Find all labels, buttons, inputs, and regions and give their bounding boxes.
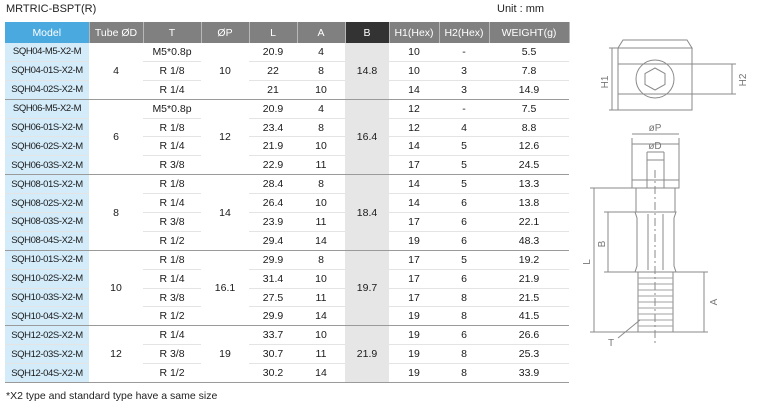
model-cell: SQH12-02S-X2-M [5, 326, 89, 345]
l-cell: 28.4 [249, 175, 297, 194]
h1-cell: 14 [389, 137, 439, 156]
l-cell: 30.2 [249, 364, 297, 383]
label-t: T [607, 338, 615, 349]
a-cell: 8 [297, 61, 345, 80]
h1-cell: 17 [389, 156, 439, 175]
header-model: Model [5, 22, 89, 43]
footnote: *X2 type and standard type have a same size [6, 390, 218, 402]
h1-cell: 19 [389, 307, 439, 326]
p-cell: 12 [201, 99, 249, 175]
h2-cell: - [439, 99, 489, 118]
model-cell: SQH06-02S-X2-M [5, 137, 89, 156]
label-b: B [597, 240, 608, 248]
thread-cell: R 1/4 [143, 326, 201, 345]
table-row [5, 99, 569, 118]
weight-cell: 7.8 [489, 61, 569, 80]
thread-cell: R 3/8 [143, 345, 201, 364]
weight-cell: 8.8 [489, 118, 569, 137]
l-cell: 31.4 [249, 269, 297, 288]
l-cell: 20.9 [249, 99, 297, 118]
l-cell: 29.9 [249, 250, 297, 269]
weight-cell: 21.5 [489, 288, 569, 307]
weight-cell: 5.5 [489, 43, 569, 61]
header-tube-od: Tube ØD [89, 22, 143, 43]
h1-cell: 14 [389, 194, 439, 213]
weight-cell: 7.5 [489, 99, 569, 118]
h1-cell: 17 [389, 250, 439, 269]
a-cell: 10 [297, 326, 345, 345]
thread-cell: R 1/8 [143, 61, 201, 80]
model-cell: SQH12-04S-X2-M [5, 364, 89, 383]
model-cell: SQH08-04S-X2-M [5, 231, 89, 250]
h1-cell: 17 [389, 269, 439, 288]
h1-cell: 12 [389, 99, 439, 118]
weight-cell: 19.2 [489, 250, 569, 269]
a-cell: 11 [297, 345, 345, 364]
a-cell: 11 [297, 213, 345, 232]
a-cell: 4 [297, 99, 345, 118]
weight-cell: 13.8 [489, 194, 569, 213]
thread-cell: R 1/8 [143, 250, 201, 269]
table-row [5, 175, 569, 194]
l-cell: 26.4 [249, 194, 297, 213]
weight-cell: 12.6 [489, 137, 569, 156]
h2-cell: 6 [439, 213, 489, 232]
thread-cell: R 3/8 [143, 288, 201, 307]
p-cell: 16.1 [201, 250, 249, 326]
h2-cell: 5 [439, 137, 489, 156]
h1-cell: 19 [389, 345, 439, 364]
h2-cell: 5 [439, 250, 489, 269]
l-cell: 23.4 [249, 118, 297, 137]
thread-cell: R 3/8 [143, 213, 201, 232]
h2-cell: 8 [439, 364, 489, 383]
weight-cell: 26.6 [489, 326, 569, 345]
model-cell: SQH10-04S-X2-M [5, 307, 89, 326]
h1-cell: 14 [389, 80, 439, 99]
h2-cell: 3 [439, 61, 489, 80]
thread-cell: R 1/8 [143, 175, 201, 194]
label-h1: H1 [600, 75, 611, 89]
a-cell: 10 [297, 194, 345, 213]
h2-cell: 6 [439, 194, 489, 213]
model-cell: SQH06-01S-X2-M [5, 118, 89, 137]
h2-cell: 8 [439, 288, 489, 307]
a-cell: 10 [297, 80, 345, 99]
thread-cell: R 1/2 [143, 364, 201, 383]
l-cell: 22 [249, 61, 297, 80]
a-cell: 8 [297, 118, 345, 137]
header-weight: WEIGHT(g) [489, 22, 569, 43]
p-cell: 14 [201, 175, 249, 251]
tube-od-cell: 12 [89, 326, 143, 383]
header-t: T [143, 22, 201, 43]
a-cell: 14 [297, 307, 345, 326]
model-cell: SQH04-02S-X2-M [5, 80, 89, 99]
table-title: MRTRIC-BSPT(R) [6, 3, 97, 15]
h1-cell: 14 [389, 175, 439, 194]
thread-cell: M5*0.8p [143, 99, 201, 118]
a-cell: 11 [297, 288, 345, 307]
label-h2: H2 [738, 73, 749, 87]
l-cell: 23.9 [249, 213, 297, 232]
l-cell: 22.9 [249, 156, 297, 175]
weight-cell: 14.9 [489, 80, 569, 99]
weight-cell: 33.9 [489, 364, 569, 383]
a-cell: 10 [297, 269, 345, 288]
label-p: øP [648, 123, 662, 134]
header-row [5, 22, 569, 43]
a-cell: 8 [297, 250, 345, 269]
tube-od-cell: 4 [89, 43, 143, 99]
model-cell: SQH10-01S-X2-M [5, 250, 89, 269]
b-cell: 14.8 [345, 43, 389, 99]
model-cell: SQH08-02S-X2-M [5, 194, 89, 213]
model-cell: SQH06-M5-X2-M [5, 99, 89, 118]
model-cell: SQH08-03S-X2-M [5, 213, 89, 232]
model-cell: SQH12-03S-X2-M [5, 345, 89, 364]
l-cell: 29.4 [249, 231, 297, 250]
h1-cell: 17 [389, 288, 439, 307]
a-cell: 11 [297, 156, 345, 175]
p-cell: 19 [201, 326, 249, 383]
a-cell: 14 [297, 231, 345, 250]
weight-cell: 22.1 [489, 213, 569, 232]
weight-cell: 21.9 [489, 269, 569, 288]
model-cell: SQH08-01S-X2-M [5, 175, 89, 194]
tube-od-cell: 6 [89, 99, 143, 175]
fitting-drawing [578, 20, 754, 360]
thread-cell: R 1/4 [143, 80, 201, 99]
weight-cell: 13.3 [489, 175, 569, 194]
weight-cell: 24.5 [489, 156, 569, 175]
table-row [5, 43, 569, 61]
h2-cell: 5 [439, 156, 489, 175]
l-cell: 30.7 [249, 345, 297, 364]
table-row [5, 250, 569, 269]
h1-cell: 10 [389, 43, 439, 61]
h2-cell: 4 [439, 118, 489, 137]
header-h1: H1(Hex) [389, 22, 439, 43]
h2-cell: 6 [439, 269, 489, 288]
header-p: ØP [201, 22, 249, 43]
b-cell: 19.7 [345, 250, 389, 326]
a-cell: 4 [297, 43, 345, 61]
model-cell: SQH10-03S-X2-M [5, 288, 89, 307]
h1-cell: 17 [389, 213, 439, 232]
thread-cell: R 1/8 [143, 118, 201, 137]
weight-cell: 41.5 [489, 307, 569, 326]
l-cell: 21 [249, 80, 297, 99]
h2-cell: 8 [439, 345, 489, 364]
table-row [5, 326, 569, 345]
h2-cell: 6 [439, 326, 489, 345]
label-a: A [709, 298, 720, 306]
a-cell: 14 [297, 364, 345, 383]
h1-cell: 19 [389, 231, 439, 250]
p-cell: 10 [201, 43, 249, 99]
model-cell: SQH04-M5-X2-M [5, 43, 89, 61]
thread-cell: R 3/8 [143, 156, 201, 175]
header-h2: H2(Hex) [439, 22, 489, 43]
h1-cell: 19 [389, 326, 439, 345]
unit-label: Unit : mm [497, 3, 545, 15]
thread-cell: R 1/4 [143, 137, 201, 156]
tube-od-cell: 8 [89, 175, 143, 251]
label-d: øD [648, 141, 662, 152]
h2-cell: 3 [439, 80, 489, 99]
l-cell: 20.9 [249, 43, 297, 61]
l-cell: 27.5 [249, 288, 297, 307]
h1-cell: 19 [389, 364, 439, 383]
header-a: A [297, 22, 345, 43]
thread-cell: R 1/2 [143, 307, 201, 326]
model-cell: SQH04-01S-X2-M [5, 61, 89, 80]
a-cell: 8 [297, 175, 345, 194]
h1-cell: 10 [389, 61, 439, 80]
l-cell: 21.9 [249, 137, 297, 156]
weight-cell: 48.3 [489, 231, 569, 250]
header-l: L [249, 22, 297, 43]
h2-cell: 6 [439, 231, 489, 250]
table-body [5, 43, 569, 383]
b-cell: 21.9 [345, 326, 389, 383]
thread-cell: R 1/4 [143, 269, 201, 288]
h2-cell: 5 [439, 175, 489, 194]
model-cell: SQH10-02S-X2-M [5, 269, 89, 288]
thread-cell: R 1/4 [143, 194, 201, 213]
spec-table [5, 22, 570, 383]
label-l: L [582, 259, 593, 265]
thread-cell: R 1/2 [143, 231, 201, 250]
l-cell: 29.9 [249, 307, 297, 326]
b-cell: 16.4 [345, 99, 389, 175]
h1-cell: 12 [389, 118, 439, 137]
h2-cell: - [439, 43, 489, 61]
a-cell: 10 [297, 137, 345, 156]
weight-cell: 25.3 [489, 345, 569, 364]
header-b: B [345, 22, 389, 43]
b-cell: 18.4 [345, 175, 389, 251]
model-cell: SQH06-03S-X2-M [5, 156, 89, 175]
h2-cell: 8 [439, 307, 489, 326]
thread-cell: M5*0.8p [143, 43, 201, 61]
l-cell: 33.7 [249, 326, 297, 345]
tube-od-cell: 10 [89, 250, 143, 326]
